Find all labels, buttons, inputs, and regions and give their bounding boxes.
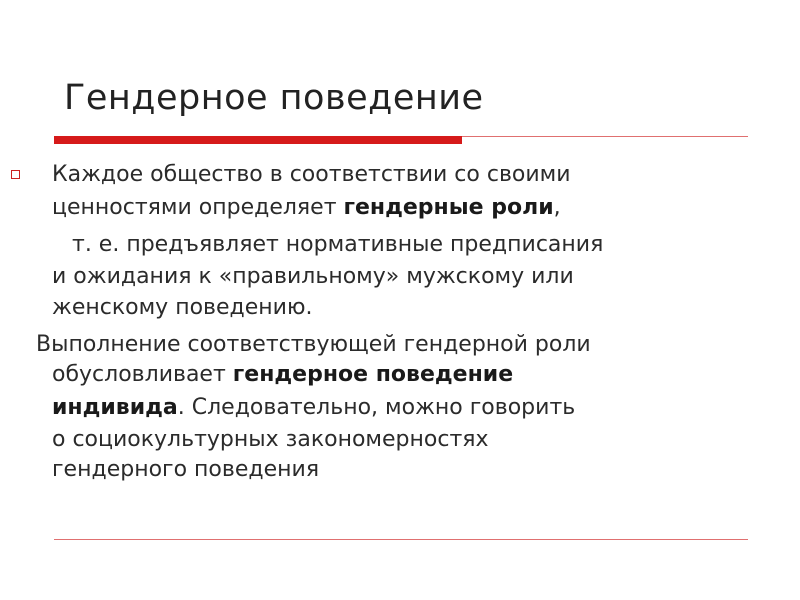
text-line: о социокультурных закономерностях bbox=[52, 427, 489, 452]
square-bullet-icon bbox=[11, 170, 20, 179]
slide-title: Гендерное поведение bbox=[64, 78, 484, 118]
text-line: Каждое общество в соответствии со своими bbox=[52, 162, 571, 187]
text-line: женскому поведению. bbox=[52, 295, 313, 320]
title-underline-accent bbox=[54, 136, 462, 144]
bold-term-gender-behavior: гендерное поведение bbox=[232, 362, 514, 387]
text-span: . Следовательно, можно говорить bbox=[177, 395, 576, 420]
text-span: , bbox=[553, 195, 561, 220]
text-line: и ожидания к «правильному» мужскому или bbox=[52, 264, 574, 289]
bold-term-individual: индивида bbox=[52, 395, 178, 420]
text-line: т. е. предъявляет нормативные предписания bbox=[72, 232, 604, 257]
text-line bbox=[52, 360, 513, 389]
footer-rule bbox=[54, 539, 748, 540]
text-line: гендерного поведения bbox=[52, 457, 320, 482]
text-line: Выполнение соответствующей гендерной роли bbox=[36, 332, 591, 357]
text-line bbox=[52, 193, 561, 222]
bold-term-gender-roles: гендерные роли bbox=[343, 195, 554, 220]
text-span: ценностями определяет bbox=[52, 195, 344, 220]
text-line bbox=[52, 393, 575, 422]
text-span: обусловливает bbox=[52, 362, 233, 387]
